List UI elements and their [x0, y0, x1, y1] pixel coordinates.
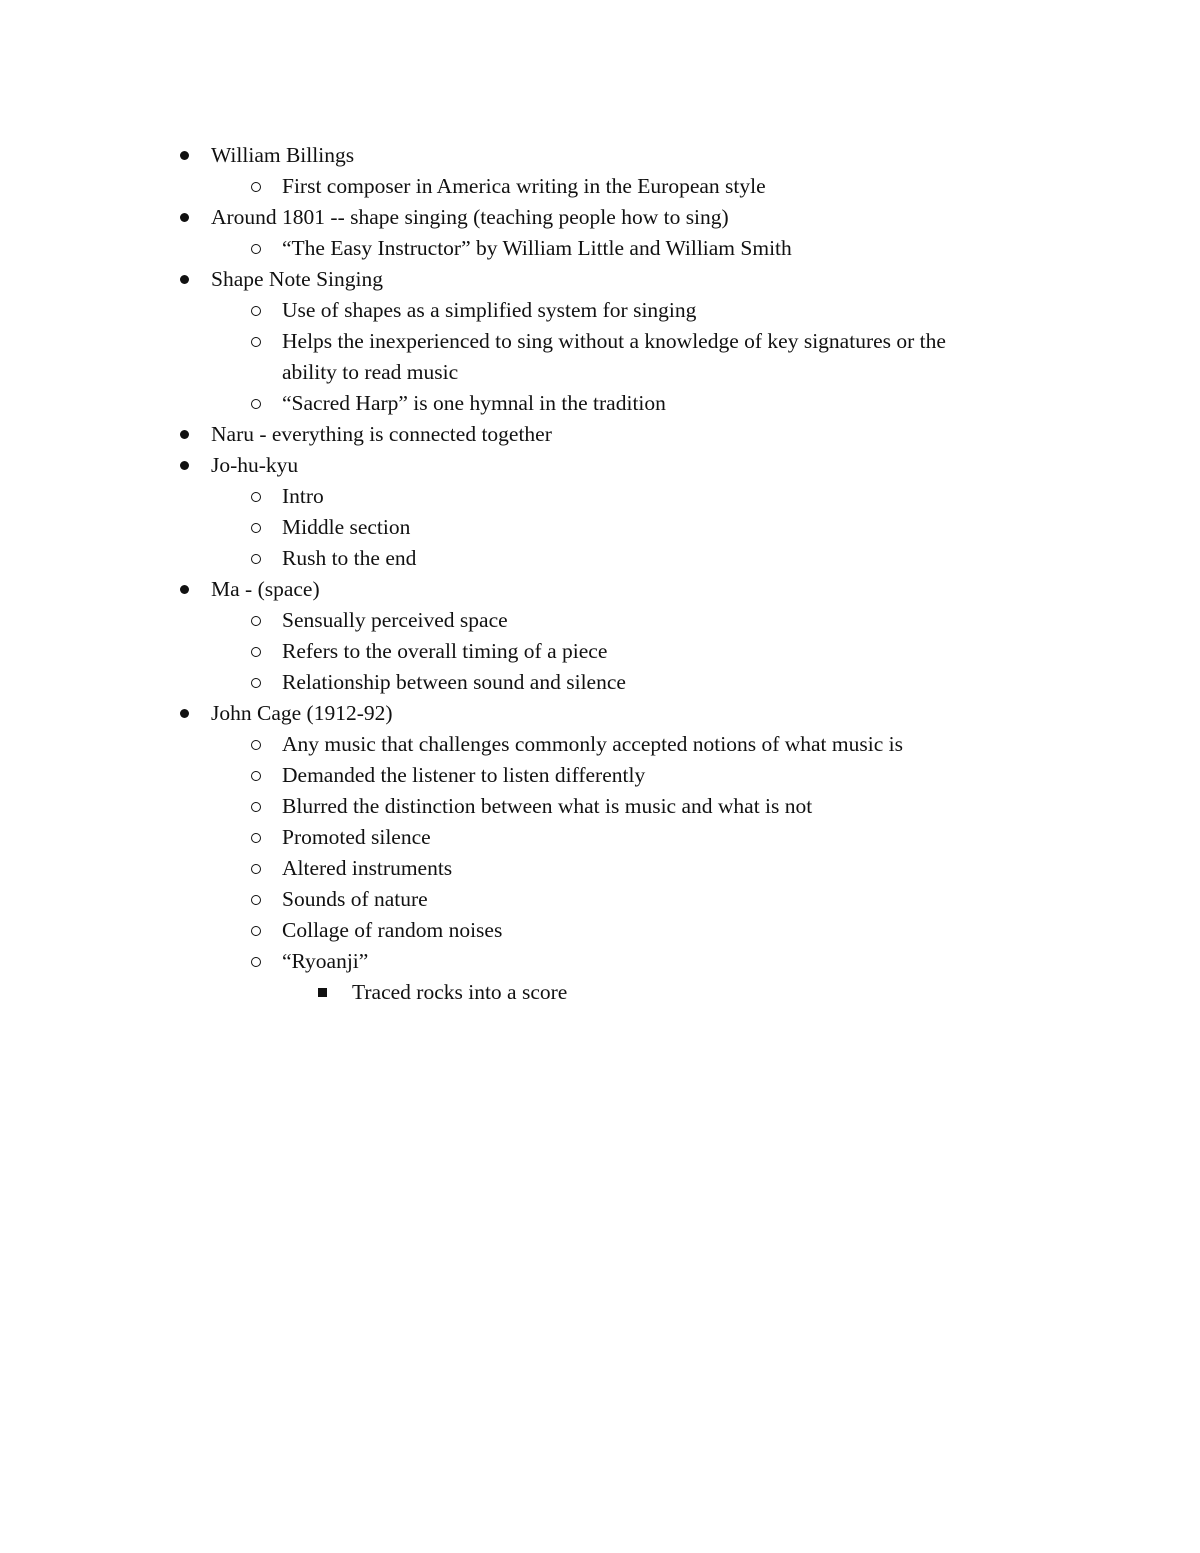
outline-item-text: William Billings: [211, 143, 355, 167]
outline-subitem-text: Rush to the end: [282, 546, 417, 570]
outline-item-text: Shape Note Singing: [211, 267, 383, 291]
outline-subitem-text: First composer in America writing in the European style: [282, 174, 766, 198]
outline-subitem-text: Blurred the distinction between what is music and what is not: [282, 794, 813, 818]
bullet-circle-icon: [251, 492, 261, 502]
outline-item: [0, 450, 1200, 481]
outline-subitem: [0, 388, 1200, 419]
bullet-circle-icon: [251, 926, 261, 936]
outline-item-text: Ma - (space): [211, 577, 320, 601]
outline-subitem-text: “Sacred Harp” is one hymnal in the tradition: [282, 391, 666, 415]
bullet-disc-icon: [180, 585, 189, 594]
bullet-circle-icon: [251, 740, 261, 750]
outline-item-text: Around 1801 -- shape singing (teaching people how to sing): [211, 205, 729, 229]
outline-subitem-text: Sensually perceived space: [282, 608, 508, 632]
outline-subitem-text: Helps the inexperienced to sing without a knowledge of key signatures or the: [282, 329, 946, 353]
outline-subitem: [0, 481, 1200, 512]
outline-subitem: [0, 729, 1200, 760]
outline-subitem-text: Any music that challenges commonly accepted notions of what music is: [282, 732, 903, 756]
bullet-circle-icon: [251, 833, 261, 843]
outline-subitem: [0, 295, 1200, 326]
bullet-circle-icon: [251, 399, 261, 409]
outline-subitem: [0, 326, 1200, 357]
bullet-circle-icon: [251, 244, 261, 254]
outline-subsubitem-text: Traced rocks into a score: [352, 980, 568, 1004]
outline-item-text: Naru - everything is connected together: [211, 422, 552, 446]
outline-item: [0, 698, 1200, 729]
outline-subitem-continuation-text: ability to read music: [282, 360, 459, 384]
outline-subitem-text: Collage of random noises: [282, 918, 503, 942]
outline-subitem: [0, 884, 1200, 915]
outline-subitem-text: Use of shapes as a simplified system for singing: [282, 298, 697, 322]
outline-subitem: [0, 667, 1200, 698]
bullet-circle-icon: [251, 616, 261, 626]
outline-subitem: [0, 543, 1200, 574]
outline-item-text: Jo-hu-kyu: [211, 453, 299, 477]
bullet-circle-icon: [251, 957, 261, 967]
bullet-circle-icon: [251, 678, 261, 688]
bullet-disc-icon: [180, 461, 189, 470]
outline-subsubitem: [0, 977, 1200, 1008]
bullet-circle-icon: [251, 864, 261, 874]
outline-subitem: [0, 233, 1200, 264]
outline-subitem-text: “Ryoanji”: [282, 949, 369, 973]
outline-item: [0, 574, 1200, 605]
outline-item: [0, 140, 1200, 171]
bullet-disc-icon: [180, 430, 189, 439]
outline-subitem-text: Refers to the overall timing of a piece: [282, 639, 608, 663]
notes-outline: [0, 140, 1200, 1008]
outline-subitem: [0, 915, 1200, 946]
bullet-disc-icon: [180, 275, 189, 284]
outline-subitem-text: Relationship between sound and silence: [282, 670, 626, 694]
outline-subitem-continuation: [0, 357, 1200, 388]
bullet-circle-icon: [251, 523, 261, 533]
bullet-disc-icon: [180, 709, 189, 718]
bullet-circle-icon: [251, 895, 261, 905]
outline-subitem: [0, 822, 1200, 853]
outline-item: [0, 419, 1200, 450]
bullet-circle-icon: [251, 554, 261, 564]
outline-subitem-text: Altered instruments: [282, 856, 453, 880]
outline-subitem-text: “The Easy Instructor” by William Little and William Smith: [282, 236, 792, 260]
bullet-circle-icon: [251, 647, 261, 657]
bullet-square-icon: [318, 988, 327, 997]
outline-item: [0, 264, 1200, 295]
bullet-circle-icon: [251, 337, 261, 347]
outline-subitem-text: Demanded the listener to listen differently: [282, 763, 646, 787]
bullet-disc-icon: [180, 213, 189, 222]
outline-subitem: [0, 791, 1200, 822]
bullet-circle-icon: [251, 306, 261, 316]
outline-subitem: [0, 853, 1200, 884]
outline-item-text: John Cage (1912-92): [211, 701, 393, 725]
outline-subitem: [0, 760, 1200, 791]
outline-subitem-text: Promoted silence: [282, 825, 431, 849]
bullet-circle-icon: [251, 182, 261, 192]
outline-subitem-text: Middle section: [282, 515, 411, 539]
outline-subitem: [0, 946, 1200, 977]
bullet-circle-icon: [251, 802, 261, 812]
bullet-circle-icon: [251, 771, 261, 781]
outline-subitem: [0, 512, 1200, 543]
outline-subitem: [0, 605, 1200, 636]
outline-subitem-text: Intro: [282, 484, 324, 508]
outline-subitem: [0, 636, 1200, 667]
bullet-disc-icon: [180, 151, 189, 160]
outline-item: [0, 202, 1200, 233]
outline-subitem-text: Sounds of nature: [282, 887, 428, 911]
outline-subitem: [0, 171, 1200, 202]
